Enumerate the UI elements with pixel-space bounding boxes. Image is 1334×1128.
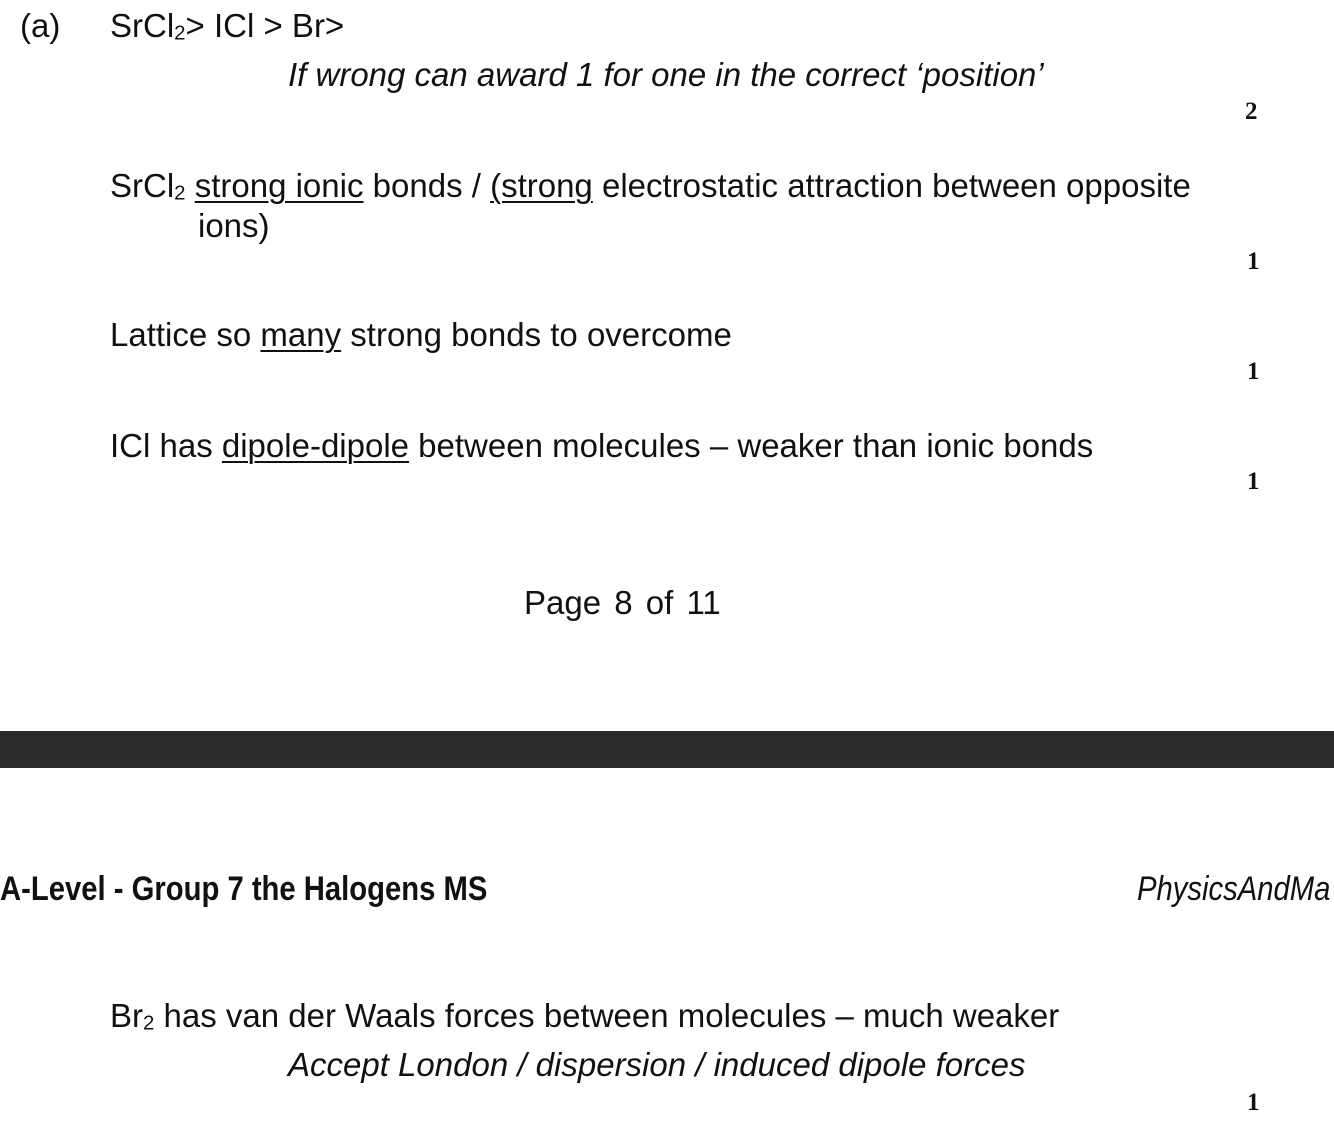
icl-post: between molecules – weaker than ionic bonds: [409, 427, 1094, 464]
srcl2-prefix: SrCl: [110, 167, 175, 204]
note-wrong-position: If wrong can award 1 for one in the correct ‘position’: [288, 56, 1044, 93]
mark-srcl2: 1: [1247, 248, 1260, 275]
page-break-divider: [0, 731, 1334, 768]
document-header-site: PhysicsAndMa: [1137, 870, 1331, 908]
lattice-pre: Lattice so: [110, 316, 261, 353]
srcl2-end: electrostatic attraction between opposite: [592, 167, 1191, 204]
page-number: Page 8 of 11: [524, 584, 721, 621]
document-header-title: A-Level - Group 7 the Halogens MS: [0, 870, 488, 908]
dipole-dipole-underlined: dipole-dipole: [221, 427, 410, 464]
order-answer: [110, 6, 344, 53]
mark-icl: 1: [1247, 468, 1260, 495]
order-srcl-subscript: 2: [174, 21, 186, 45]
part-label: (a): [20, 7, 61, 44]
mark-order: 2: [1245, 98, 1258, 125]
mark-lattice: 1: [1247, 358, 1260, 385]
note-accept: Accept London / dispersion / induced dipole forces: [288, 1046, 1026, 1083]
srcl2-bonding-line: [110, 166, 1191, 213]
strong-underlined: (strong: [490, 167, 593, 204]
order-rest: > ICl > Br>: [185, 7, 345, 44]
many-underlined: many: [260, 316, 342, 353]
srcl2-mid: bonds /: [363, 167, 491, 204]
br2-subscript: 2: [143, 1011, 155, 1035]
br2-line: [110, 996, 1059, 1043]
icl-line: [110, 426, 1093, 466]
br2-pre: Br: [110, 997, 143, 1034]
lattice-post: strong bonds to overcome: [341, 316, 732, 353]
icl-pre: ICl has: [110, 427, 222, 464]
srcl2-subscript: 2: [174, 181, 186, 205]
order-srcl: SrCl: [110, 7, 175, 44]
br2-post: has van der Waals forces between molecules – much weaker: [154, 997, 1060, 1034]
srcl2-continuation: ions): [198, 207, 270, 244]
strong-ionic-underlined: strong ionic: [194, 167, 364, 204]
lattice-line: [110, 315, 732, 355]
mark-br2: 1: [1247, 1089, 1260, 1116]
